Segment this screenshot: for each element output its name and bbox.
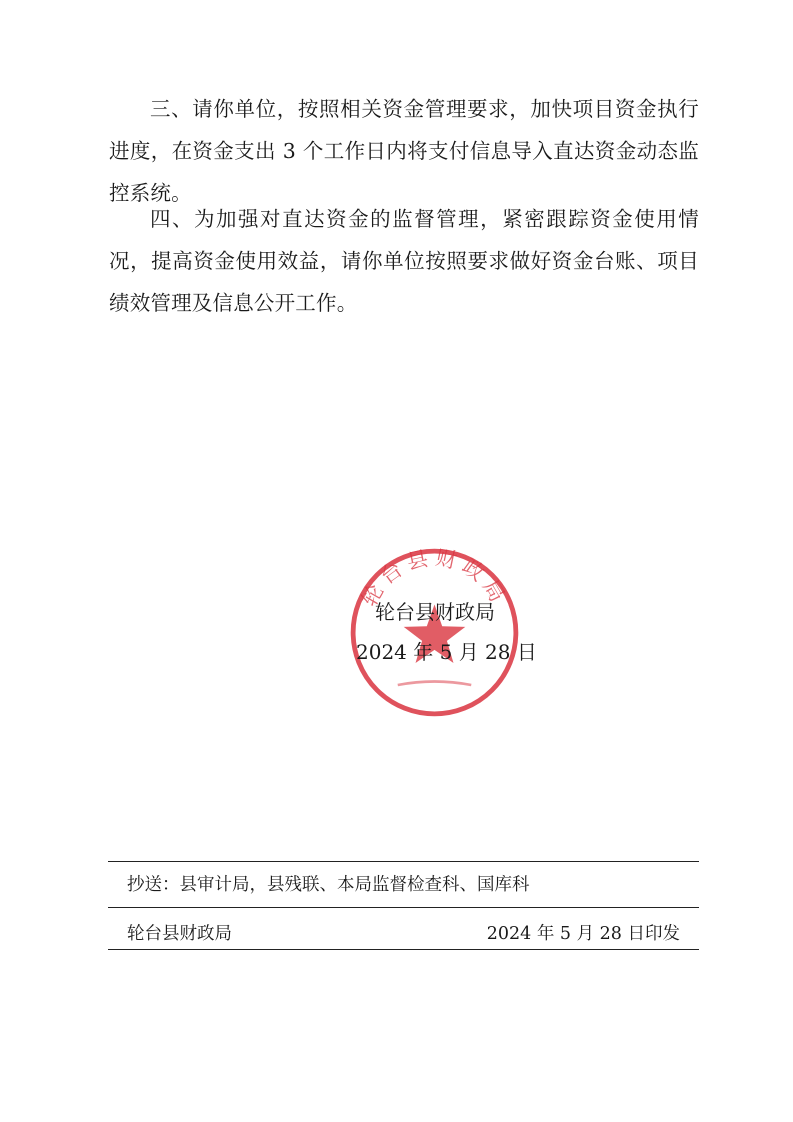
seal-text: 轮台县财政局 [357,545,512,611]
issuing-organization: 轮台县财政局 [127,924,232,944]
signature-organization: 轮台县财政局 [375,600,495,624]
body-paragraph-3: 三、请你单位，按照相关资金管理要求，加快项目资金执行进度，在资金支出 3 个工作日内将支付信息导入直达资金动态监控系统。 [109,97,699,205]
cc-recipients: 抄送：县审计局，县残联、本局监督检查科、国库科 [127,875,530,895]
body-paragraph-4: 四、为加强对直达资金的监督管理，紧密跟踪资金使用情况，提高资金使用效益，请你单位按照要求做好资金台账、项目绩效管理及信息公开工作。 [109,207,699,315]
signature-date: 2024 年 5 月 28 日 [356,640,537,664]
official-seal-stamp [347,545,522,720]
issue-date: 2024 年 5 月 28 日印发 [486,924,680,944]
footer-middle-rule [108,907,699,908]
footer-top-rule [108,861,699,862]
footer-bottom-rule [108,949,699,950]
